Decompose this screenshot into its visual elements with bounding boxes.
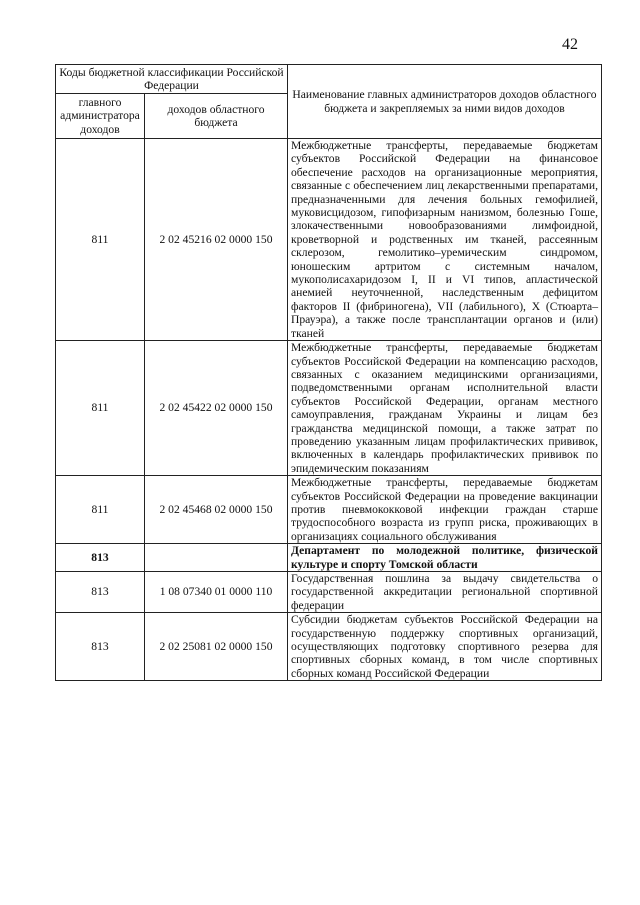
admin-code-cell: 813	[56, 613, 145, 681]
income-code-cell: 2 02 45422 02 0000 150	[145, 341, 288, 476]
name-column-header: Наименование главных администраторов доходов областного бюджета и закрепляемых за ними видов доходов	[288, 65, 602, 139]
budget-classification-table	[55, 64, 602, 681]
admin-code-cell: 813	[56, 544, 145, 572]
admin-code-cell: 811	[56, 139, 145, 341]
department-name-cell: Департамент по молодежной политике, физической культуре и спорту Томской области	[288, 544, 602, 572]
codes-group-header: Коды бюджетной классификации Российской Федерации	[56, 65, 288, 94]
income-code-cell: 2 02 25081 02 0000 150	[145, 613, 288, 681]
table-row	[56, 476, 602, 544]
income-code-cell: 2 02 45216 02 0000 150	[145, 139, 288, 341]
income-code-cell: 2 02 45468 02 0000 150	[145, 476, 288, 544]
admin-code-cell: 811	[56, 476, 145, 544]
table-row	[56, 341, 602, 476]
income-name-cell: Межбюджетные трансферты, передаваемые бюджетам субъектов Российской Федерации на проведение вакцинации против пневмококковой инфекции граждан старше трудоспособного возраста из групп риска, проживающих в организациях социального обслуживания	[288, 476, 602, 544]
department-row	[56, 544, 602, 572]
income-code-cell: 1 08 07340 01 0000 110	[145, 572, 288, 613]
table-header-row	[56, 65, 602, 94]
admin-code-cell: 811	[56, 341, 145, 476]
table-row	[56, 613, 602, 681]
table-row	[56, 572, 602, 613]
admin-code-cell: 813	[56, 572, 145, 613]
table-row	[56, 139, 602, 341]
admin-code-header: главного администратора доходов	[56, 94, 145, 139]
income-name-cell: Государственная пошлина за выдачу свидетельства о государственной аккредитации региональной спортивной федерации	[288, 572, 602, 613]
table-body	[56, 139, 602, 681]
income-code-cell	[145, 544, 288, 572]
income-name-cell: Субсидии бюджетам субъектов Российской Федерации на государственную поддержку спортивных организаций, осуществляющих подготовку спортивного резерва для спортивных сборных команд, в том числе спортивных сборных команд Российской Федерации	[288, 613, 602, 681]
income-name-cell: Межбюджетные трансферты, передаваемые бюджетам субъектов Российской Федерации на финансовое обеспечение расходов на организационные мероприятия, связанные с обеспечением лиц лекарственными препаратами, предназначенными для лечения больных гемофилией, муковисцидозом, гипофизарным нанизмом, болезнью Гоше, злокачественными новообразованиями лимфоидной, кроветворной и родственных им тканей, рассеянным склерозом, гемолитико–уремическим синдромом, юношеским артритом с системным началом, мукополисахаридозом I, II и VI типов, апластической анемией неуточненной, наследственным дефицитом факторов II (фибриногена), VII (лабильного), X (Стюарта–Прауэра), а также после трансплантации органов и (или) тканей	[288, 139, 602, 341]
income-code-header: доходов областного бюджета	[145, 94, 288, 139]
income-name-cell: Межбюджетные трансферты, передаваемые бюджетам субъектов Российской Федерации на компенсацию расходов, связанных с оказанием медицинскими организациями, подведомственными органам исполнительной власти субъектов Российской Федерации, органам местного самоуправления, гражданам Украины и лицам без гражданства медицинской помощи, а также затрат по проведению указанным лицам профилактических прививок, включенных в календарь профилактических прививок по эпидемическим показаниям	[288, 341, 602, 476]
page-number: 42	[562, 36, 578, 53]
